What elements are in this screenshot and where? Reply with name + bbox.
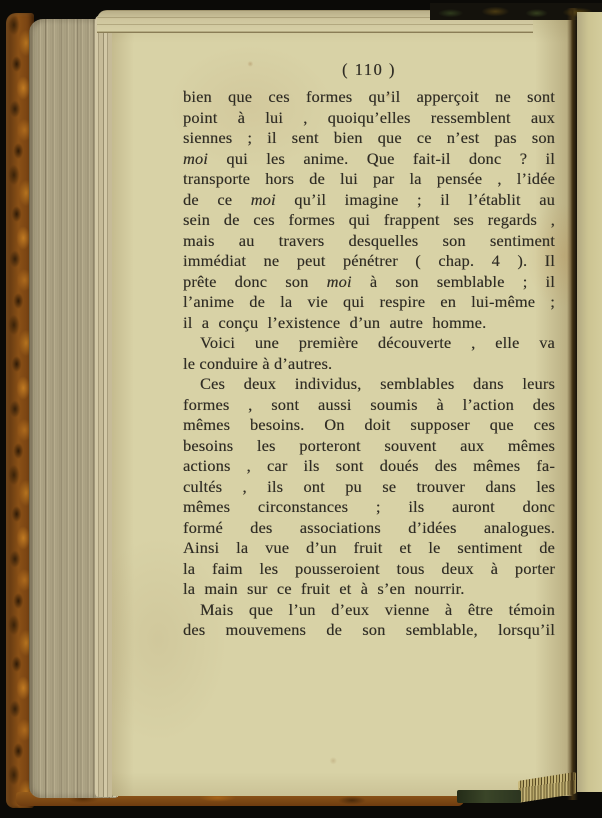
text-segment: actions , car ils sont doués des mêmes fa-: [183, 456, 555, 475]
text-line: [183, 559, 555, 580]
text-line: [183, 497, 555, 518]
text-line: [183, 251, 555, 272]
text-line: [183, 538, 555, 559]
text-segment: sein de ces formes qui frappent ses regards ,: [183, 210, 555, 229]
text-segment: transporte hors de lui par la pensée , l’idée: [183, 169, 555, 188]
text-line: [183, 600, 555, 621]
text-segment: Mais que l’un d’eux vienne à être témoin: [200, 599, 555, 619]
text-segment: point à lui , quoiqu’elles ressemblent aux: [183, 107, 555, 127]
text-line: [183, 456, 555, 477]
text-line: [183, 169, 555, 190]
italic-text-segment: moi: [183, 148, 209, 168]
text-line: [183, 272, 555, 293]
text-segment: formes , sont aussi soumis à l’action des: [183, 394, 555, 414]
text-line: [183, 620, 555, 641]
text-line: [183, 292, 555, 313]
page-number: ( 110 ): [342, 60, 396, 79]
text-line: [183, 87, 555, 108]
text-segment: siennes ; il sent bien que ce n’est pas son: [183, 128, 555, 147]
text-segment: bien que ces formes qu’il apperçoit ne sont: [183, 87, 555, 106]
text-line: [183, 313, 555, 334]
text-line: [183, 477, 555, 498]
italic-text-segment: moi: [326, 271, 352, 291]
text-line: [183, 354, 555, 375]
text-line: [183, 395, 555, 416]
text-line: [183, 374, 555, 395]
text-segment: la faim les pousseroient tous deux à porter: [183, 558, 555, 578]
text-segment: cultés , ils ont pu se trouver dans les: [183, 476, 555, 496]
text-line: [183, 210, 555, 231]
facing-page-sliver: [577, 12, 602, 792]
text-segment: l’anime de la vie qui respire en lui-même ;: [183, 292, 555, 311]
text-line: [183, 579, 555, 600]
text-segment: à son semblable ; il: [351, 271, 556, 291]
text-line: [183, 128, 555, 149]
text-segment: mêmes besoins. On doit supposer que ces: [183, 415, 555, 434]
text-segment: formé des associations d’idées analogues.: [183, 517, 555, 537]
text-segment: le conduire à d’autres.: [183, 353, 333, 373]
text-line: [183, 415, 555, 436]
page-text: [183, 87, 555, 641]
text-line: [183, 108, 555, 129]
italic-text-segment: moi: [250, 189, 276, 209]
text-line: [183, 231, 555, 252]
text-line: [183, 149, 555, 170]
text-segment: mais au travers desquelles son sentiment: [183, 230, 555, 250]
text-segment: Ainsi la vue d’un fruit et le sentiment de: [183, 538, 555, 557]
text-line: [183, 190, 555, 211]
text-segment: Ces deux individus, semblables dans leurs: [200, 374, 555, 393]
text-line: [183, 518, 555, 539]
text-segment: prête donc son: [183, 271, 327, 291]
text-segment: il a conçu l’existence d’un autre homme.: [183, 312, 487, 332]
text-segment: Voici une première découverte , elle va: [200, 333, 555, 352]
text-line: [183, 333, 555, 354]
text-segment: besoins les porteront souvent aux mêmes: [183, 435, 555, 455]
text-segment: immédiat ne peut pénétrer ( chap. 4 ). Il: [183, 251, 555, 270]
text-segment: qui les anime. Que fait-il donc ? il: [208, 148, 555, 168]
text-segment: des mouvemens de son semblable, lorsqu’il: [183, 620, 555, 639]
text-segment: de ce: [183, 189, 251, 209]
text-line: [183, 436, 555, 457]
text-segment: qu’il imagine ; il l’établit au: [275, 189, 555, 209]
text-segment: mêmes circonstances ; ils auront donc: [183, 497, 555, 516]
text-segment: la main sur ce fruit et à s’en nourrir.: [183, 579, 465, 598]
tailband: [457, 790, 521, 803]
